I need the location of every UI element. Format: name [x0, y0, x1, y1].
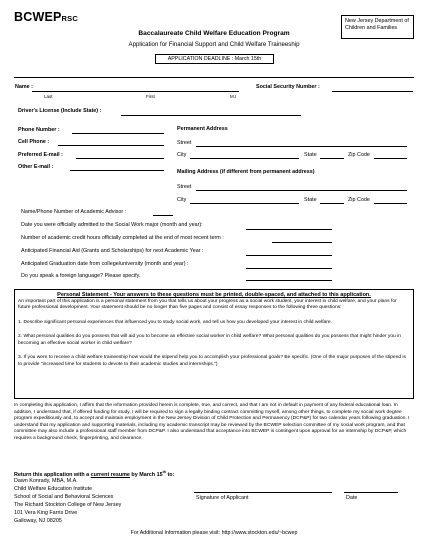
street-field[interactable] [196, 146, 407, 147]
other-email-field[interactable] [70, 170, 164, 171]
ssn-field[interactable] [332, 91, 413, 92]
deadline-text: APPLICATION DEADLINE : March 15th [167, 56, 262, 62]
mi-caption: M.I [230, 94, 237, 99]
date-field[interactable] [344, 492, 398, 493]
page-title: Baccalaureate Child Welfare Education Program [138, 30, 290, 37]
return-address-line-6: Galloway, NJ 08205 [14, 518, 62, 524]
personal-statement-question-3: 3. If you were to receive a child welfare traineeship how would the stipend help you to accomplish your professional goals? Be specific. (One of the major purposes of the stipend is to provide "increased time for students to devote to their academic studies and internships.") [18, 355, 406, 367]
foreign-language-field[interactable] [246, 280, 332, 281]
name-field[interactable] [32, 91, 239, 92]
personal-statement-question-2: 2. What personal qualities do you possess that will aid you to become an effective social worker in child welfare? What personal qualities do you possess that might hinder you in becoming an effective social worker in child welfare? [18, 334, 401, 346]
advisor-field[interactable] [153, 215, 173, 216]
state-field[interactable] [320, 158, 344, 159]
return-address-line-4: The Richard Stockton College of New Jersey [14, 502, 122, 508]
graduation-date-field[interactable] [246, 268, 332, 269]
signature-field[interactable] [194, 492, 332, 493]
phone-label: Phone Number : [18, 127, 60, 133]
financial-aid-label: Anticipated Financial Aid (Grants and Scholarships) for next Academic Year : [21, 248, 204, 254]
street-label: Street [177, 140, 192, 146]
credit-hours-label: Number of academic credit hours officially completed at the end of most recent term : [21, 235, 224, 241]
signature-caption: Signature of Applicant [196, 495, 249, 501]
cell-label: Cell Phone : [18, 139, 50, 145]
license-label: Driver's License (Include State) : [18, 108, 102, 114]
last-name-caption: Last [44, 94, 53, 99]
phone-field[interactable] [72, 133, 164, 134]
date-caption: Date [346, 495, 358, 501]
ssn-label: Social Security Number : [256, 84, 320, 90]
city-field[interactable] [190, 158, 299, 159]
cell-field[interactable] [58, 145, 164, 146]
certification-paragraph: In completing this application, I affirm that the information provided herein is complete, true, and correct, and that I am not in default in payment of any federal educational loan. In addition, I understand that, if offered funding for study, I will be required to sign a legally binding contract committing myself, among other things, to complete my social work degree program expeditiously and, to accept and maintain employment in the New Jersey Division of Child Protection and Permanency (DCP&P) for two calendar years following graduation. I understand that my application and supporting materials, including my academic transcript may be reviewed by the BCWEP selection committee of my social work program, and that committee may also include a professional staff member from DCP&P. I also understand that acceptance into BCWEP is contingent upon approval for an internship by DCP&P, which requires a background check, fingerprinting, and clearance. [14, 403, 410, 442]
personal-statement-intro: An important part of this application is a personal statement from you that tells us about your progress as a social work student, your interest in child welfare, and your plans for future professional development. Your statement should be no longer than five pages and consist of essay responses to the following three questions: [18, 298, 397, 311]
personal-statement-heading: Personal Statement - Your answers to these questions must be printed, double-spaced, and attached to this application. [57, 292, 371, 298]
personal-statement-box [14, 289, 414, 399]
return-resume: current resume [90, 471, 130, 478]
return-address-line-5: 101 Vera King Farris Drive [14, 510, 78, 516]
financial-aid-field[interactable] [246, 255, 332, 256]
mailing-street-label: Street [177, 184, 192, 190]
deadline-box [155, 54, 274, 64]
zip-label: Zip Code [348, 152, 370, 158]
name-label: Name : [15, 84, 33, 90]
mailing-street-field[interactable] [196, 190, 407, 191]
preferred-email-field[interactable] [76, 158, 164, 159]
return-address-line-3: School of Social and Behavioral Sciences [14, 494, 114, 500]
return-middle: by March 15 [129, 471, 163, 478]
advisor-label: Name/Phone Number of Academic Advisor : [21, 209, 127, 215]
mailing-state-field[interactable] [320, 203, 344, 204]
return-suffix: to: [166, 471, 175, 478]
graduation-date-label: Anticipated Graduation date from college/university (month and year) : [21, 261, 189, 267]
logo-sub: RSC [61, 14, 78, 23]
admission-date-field[interactable] [246, 229, 332, 230]
first-name-caption: First [146, 94, 155, 99]
other-email-label: Other E-mail : [18, 164, 54, 170]
header-divider [14, 77, 414, 78]
return-prefix: Return this application with a [14, 471, 91, 478]
preferred-email-label: Preferred E-mail : [18, 152, 63, 158]
footer-info: For Additional Information please visit: http://www.stockton.edu/~bcwep [130, 530, 298, 536]
return-address-line-2: Child Welfare Education Institute [14, 486, 93, 492]
personal-statement-question-1: 1. Describe significant personal experiences that influenced you to study social work, and tell us how you developed your interest in child welfare. [18, 319, 332, 325]
return-sup: th [162, 470, 166, 474]
mailing-city-field[interactable] [190, 203, 299, 204]
mailing-zip-label: Zip Code [348, 197, 370, 203]
mailing-address-heading: Mailing Address (if different from permanent address) [177, 169, 315, 175]
credit-hours-field[interactable] [272, 242, 332, 243]
license-field[interactable] [121, 115, 301, 116]
nj-department-label: New Jersey Department of Children and Families [345, 18, 409, 31]
permanent-address-heading: Permanent Address [177, 126, 228, 132]
logo-main: BCWEP [14, 10, 62, 24]
mailing-state-label: State [304, 197, 317, 203]
admission-date-label: Date you were officially admitted to the Social Work major (month and year): [21, 222, 203, 228]
program-logo [14, 10, 78, 24]
city-label: City [177, 152, 187, 158]
foreign-language-label: Do you speak a foreign language? Please specify. [21, 273, 141, 279]
mailing-zip-field[interactable] [374, 203, 407, 204]
state-label: State [304, 152, 317, 158]
page-subtitle: Application for Financial Support and Child Welfare Traineeship [128, 41, 300, 48]
zip-field[interactable] [374, 158, 407, 159]
return-address-line-1: Dawn Konrady, MBA, M.A. [14, 478, 78, 484]
return-instructions [14, 470, 174, 478]
mailing-city-label: City [177, 197, 187, 203]
